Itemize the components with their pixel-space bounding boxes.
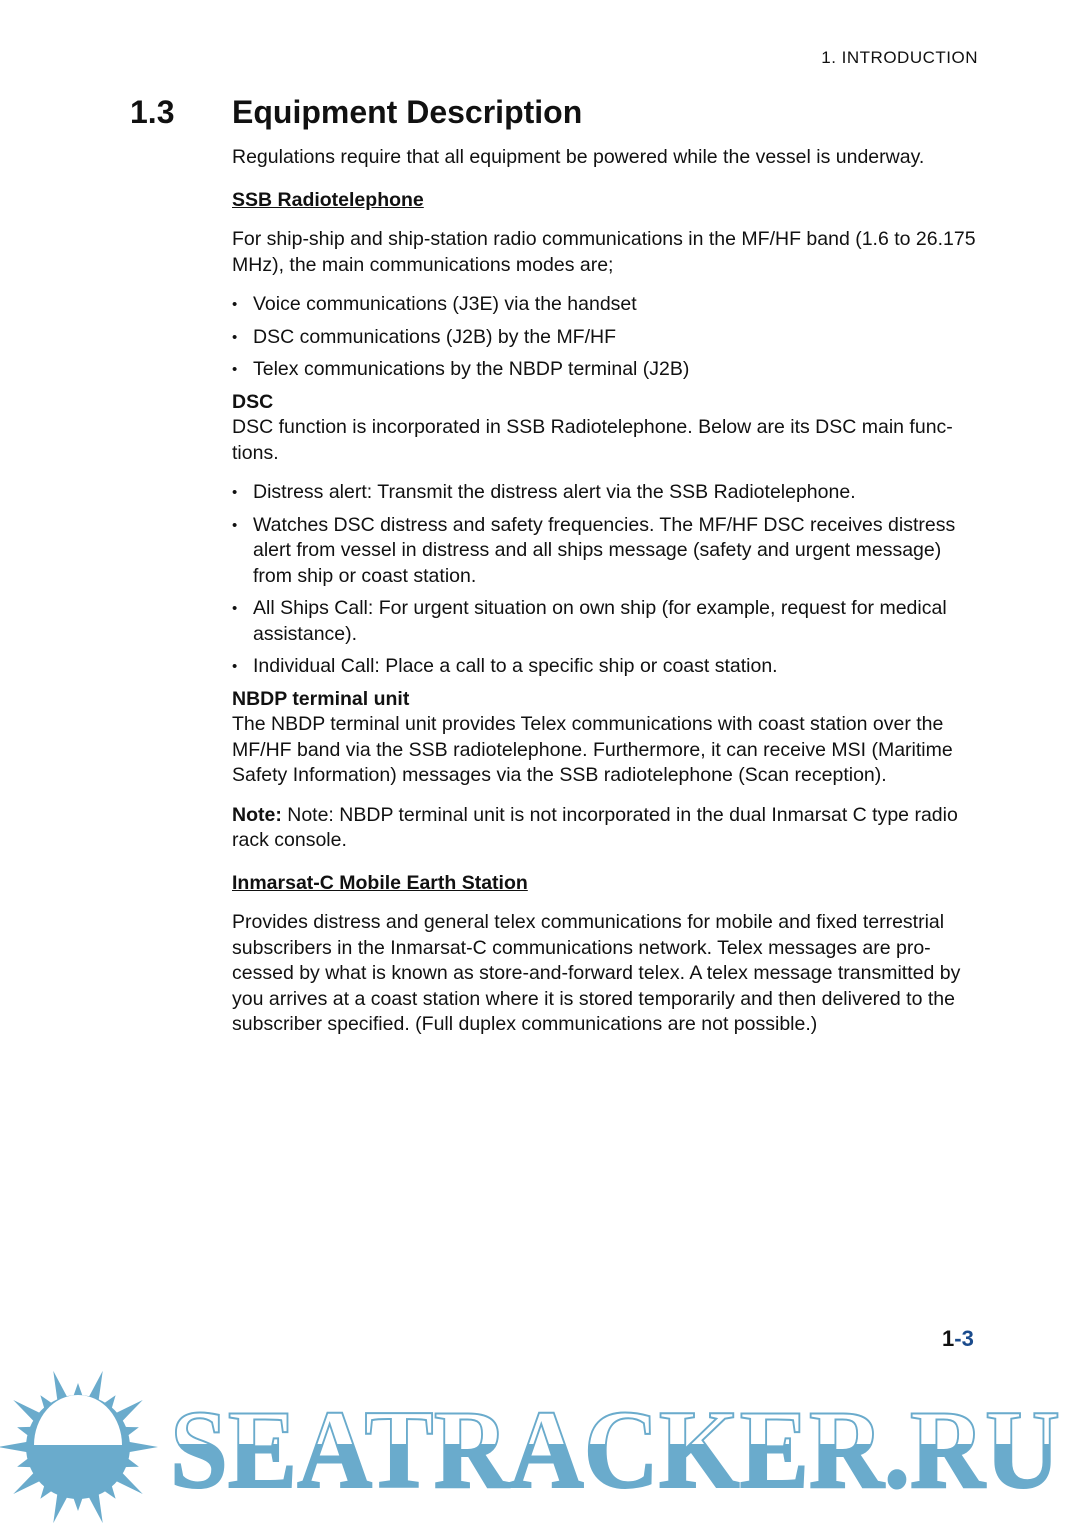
ssb-list: [232, 292, 977, 383]
list-item: • Voice communications (J3E) via the handset: [232, 292, 977, 318]
section-number: 1.3: [130, 94, 175, 130]
running-header: 1. INTRODUCTION: [821, 48, 978, 67]
list-item: • Distress alert: Transmit the distress alert via the SSB Radiotelephone.: [232, 480, 977, 506]
list-item: • Individual Call: Place a call to a specific ship or coast station.: [232, 654, 977, 680]
inmarsat-heading: Inmarsat-C Mobile Earth Station: [232, 871, 528, 894]
watermark-text: SEATRACKER.RU: [170, 1388, 1060, 1512]
sun-logo-icon: [0, 1371, 158, 1523]
page-chapter: 1: [942, 1326, 955, 1351]
note-label: Note:: [232, 803, 282, 826]
sun-ray: [0, 1441, 30, 1452]
list-item: • Telex communications by the NBDP terminal (J2B): [232, 357, 977, 383]
dsc-heading: DSC: [232, 390, 274, 413]
sun-ray: [126, 1441, 158, 1452]
ssb-paragraph: For ship-ship and ship-station radio communications in the MF/HF band (1.6 to 26.175 MHz), the main communications modes are;: [232, 228, 976, 276]
ssb-heading: SSB Radiotelephone: [232, 188, 424, 211]
dsc-paragraph: DSC function is incorporated in SSB Radiotelephone. Below are its DSC main func-tions.: [232, 416, 953, 464]
section-title: Equipment Description: [232, 94, 583, 130]
intro-paragraph: Regulations require that all equipment be powered while the vessel is underway.: [232, 146, 925, 168]
seatracker-watermark: [0, 1365, 1080, 1528]
page-index: -3: [954, 1326, 974, 1351]
list-item: • Watches DSC distress and safety frequencies. The MF/HF DSC receives distress alert from vessel in distress and all ships message (safety and urgent message) from ship or coast station.: [232, 513, 977, 590]
inmarsat-paragraph: Provides distress and general telex communications for mobile and fixed terrestrial subscribers in the Inmarsat-C communications network. Telex messages are pro-cessed by what is known as store-and-forward telex. A telex message transmitted by you arrives at a coast station where it is stored temporarily and then delivered to the subscriber specified. (Full duplex communications are not possible.): [232, 911, 961, 1035]
nbdp-paragraph: The NBDP terminal unit provides Telex communications with coast station over the MF/HF band via the SSB radiotelephone. Furthermore, it can receive MSI (Maritime Safety Information) messages via the SSB radiotelephone (Scan reception).: [232, 713, 953, 786]
note-paragraph: [232, 803, 977, 854]
page-number: [942, 1326, 974, 1352]
list-item: • DSC communications (J2B) by the MF/HF: [232, 325, 977, 351]
document-body: [232, 145, 977, 1052]
nbdp-heading: NBDP terminal unit: [232, 687, 410, 710]
note-text: Note: NBDP terminal unit is not incorporated in the dual Inmarsat C type radio rack console.: [232, 803, 958, 851]
dsc-list: [232, 480, 977, 680]
list-item: • All Ships Call: For urgent situation on own ship (for example, request for medical assistance).: [232, 596, 977, 647]
